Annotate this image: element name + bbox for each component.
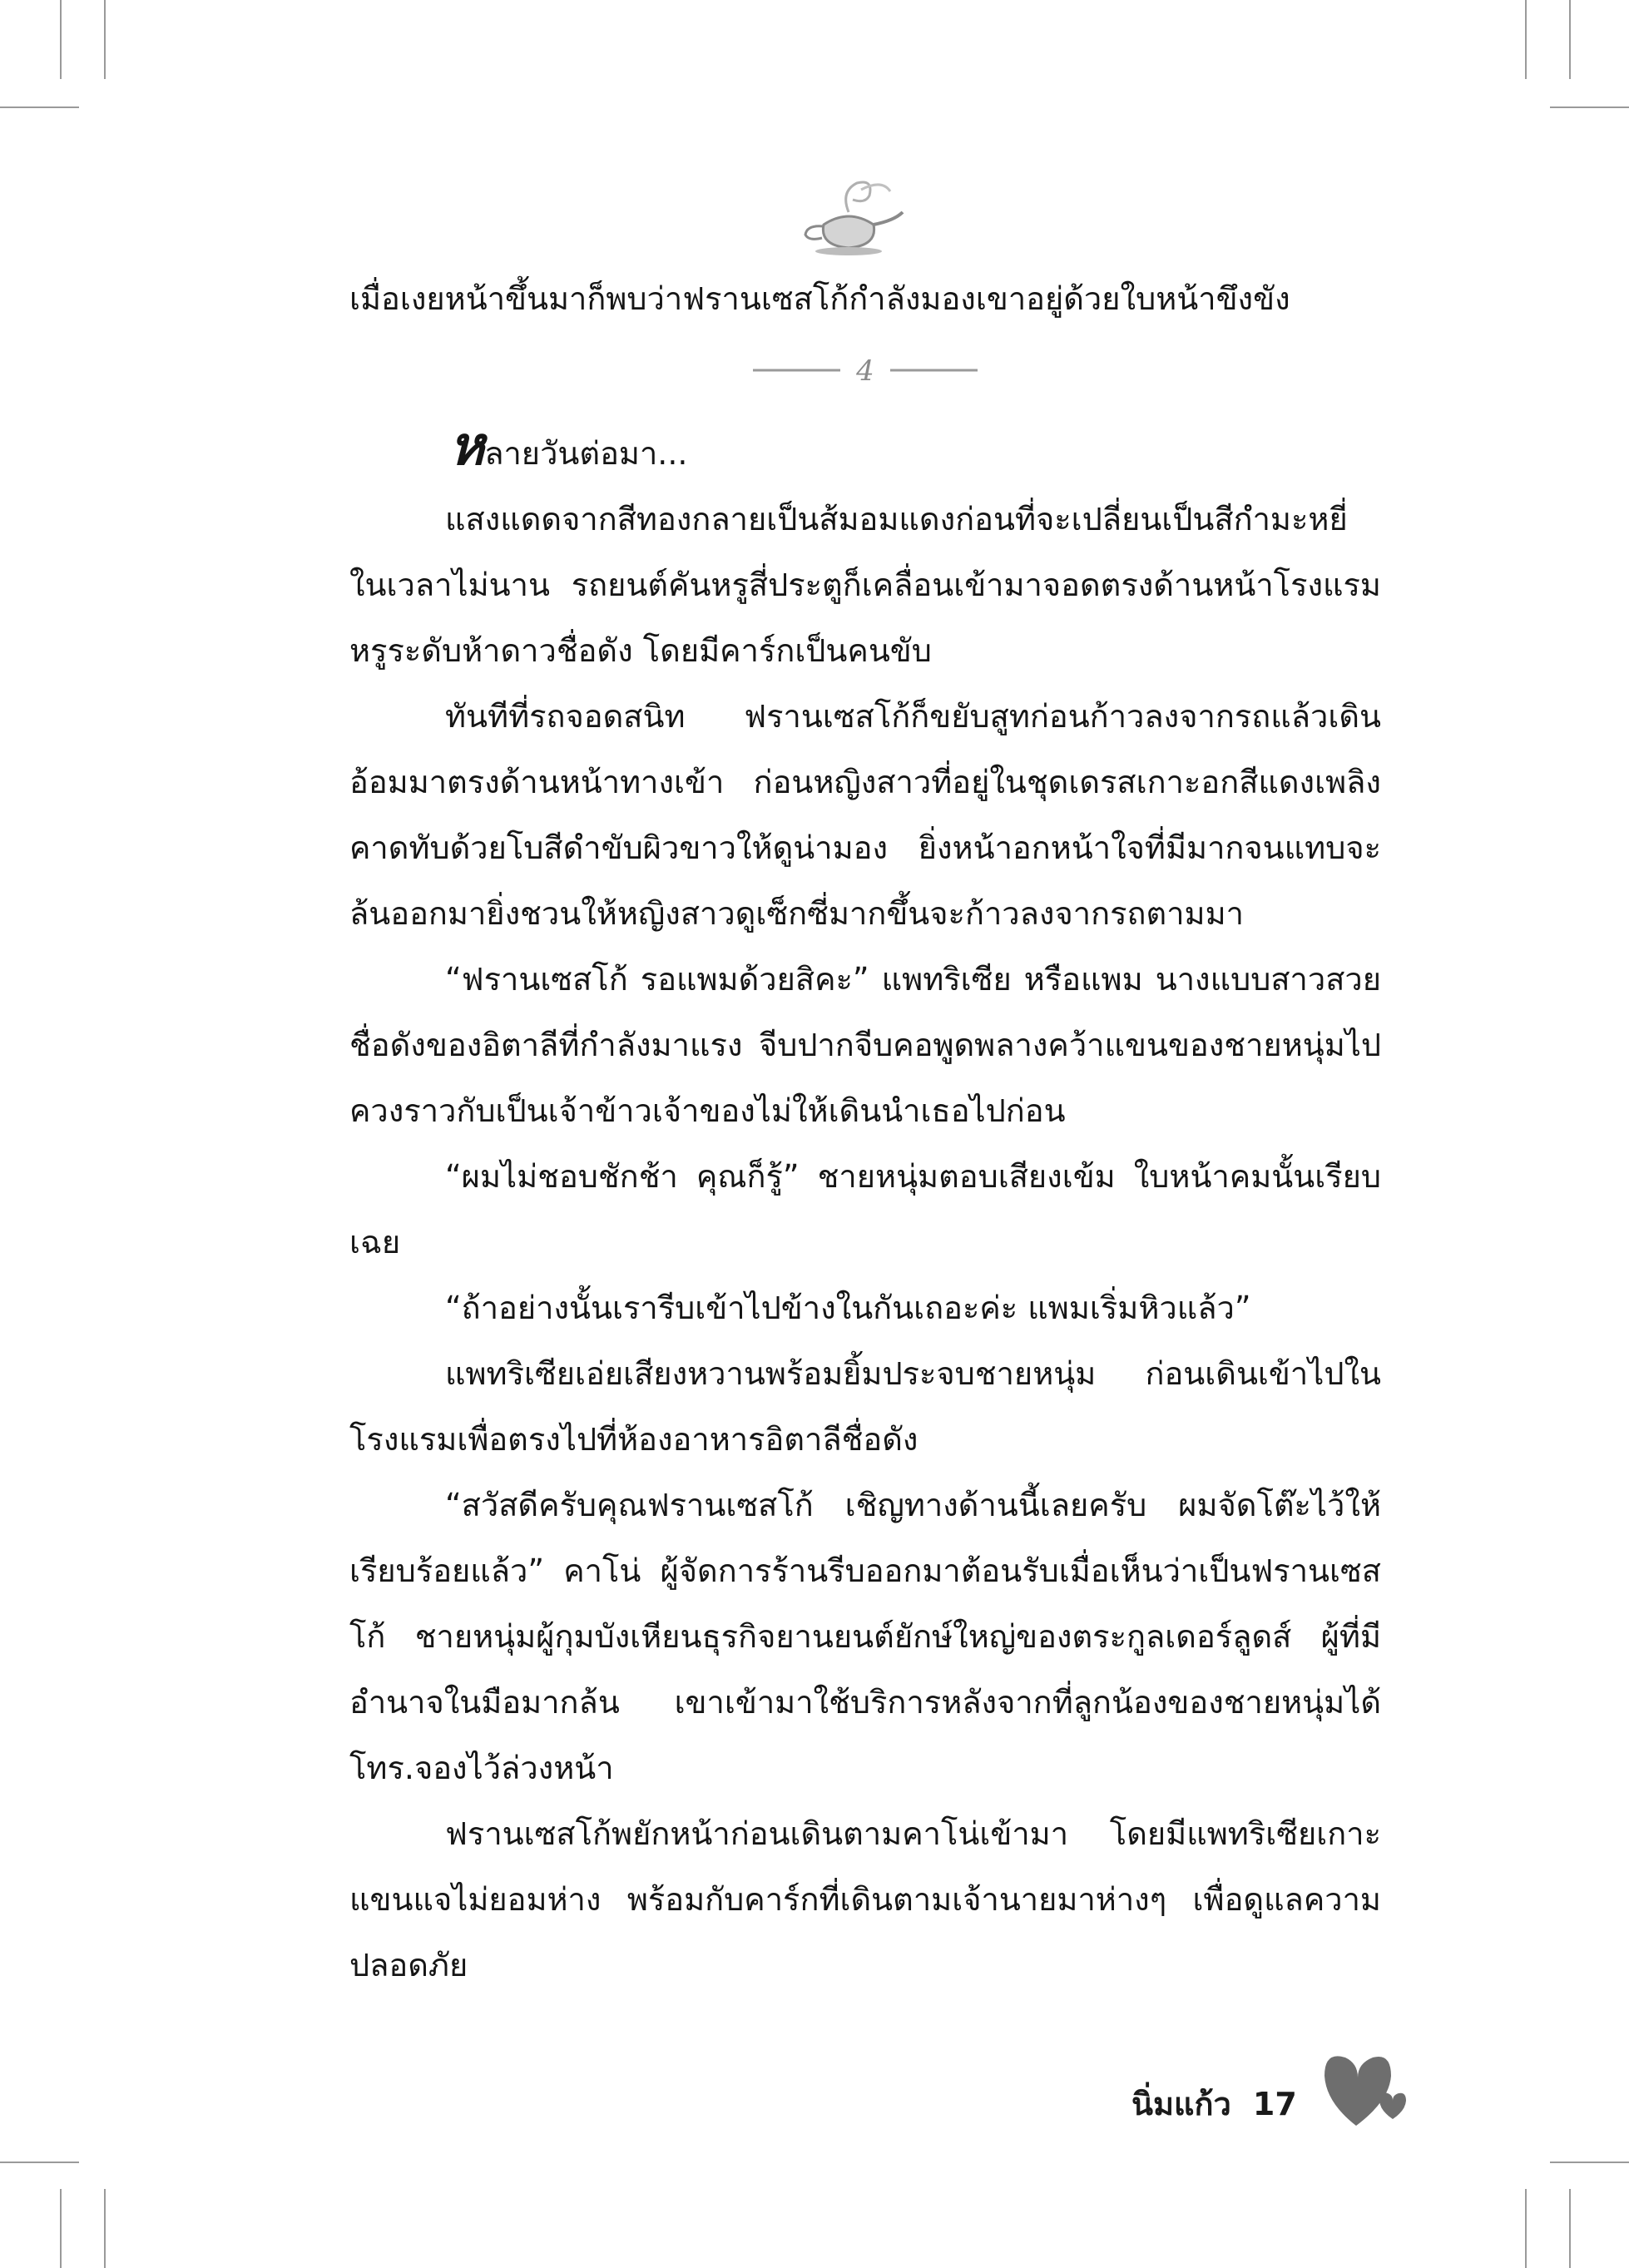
body-text [349, 266, 1381, 1998]
paragraph: ทันทีที่รถจอดสนิท ฟรานเซสโก้ก็ขยับสูทก่อนก้าวลงจากรถแล้วเดินอ้อมมาตรงด้านหน้าทางเข้า ก่อนหญิงสาวที่อยู่ในชุดเดรสเกาะอกสีแดงเพลิงคาดทับด้วยโบสีดำขับผิวขาวให้ดูน่ามอง ยิ่งหน้าอกหน้าใจที่มีมากจนแทบจะล้นออกมายิ่งชวนให้หญิงสาวดูเซ็กซี่มากขึ้นจะก้าวลงจากรถตามมา [349, 698, 1381, 932]
crop-mark [104, 2189, 106, 2268]
crop-mark [1550, 106, 1629, 108]
page-number: 17 [1252, 2085, 1297, 2122]
paragraph: “สวัสดีครับคุณฟรานเซสโก้ เชิญทางด้านนี้เลยครับ ผมจัดโต๊ะไว้ให้เรียบร้อยแล้ว” คาโน่ ผู้จัดการร้านรีบออกมาต้อนรับเมื่อเห็นว่าเป็นฟรานเซสโก้ ชายหนุ่มผู้กุมบังเหียนธุรกิจยานยนต์ยักษ์ใหญ่ของตระกูลเดอร์ลูดส์ ผู้ที่มีอำนาจในมือมากล้น เขาเข้ามาใช้บริการหลังจากที่ลูกน้องของชายหนุ่มได้โทร.จองไว้ล่วงหน้า [349, 1487, 1381, 1786]
paragraph: “ถ้าอย่างนั้นเรารีบเข้าไปข้างในกันเถอะค่ะ แพมเริ่มหิวแล้ว” [445, 1290, 1251, 1326]
crop-mark [1569, 0, 1571, 79]
paragraph: “ผมไม่ชอบชักช้า คุณก็รู้” ชายหนุ่มตอบเสียงเข้ม ใบหน้าคมนั้นเรียบเฉย [349, 1158, 1381, 1260]
opening-line: เมื่อเงยหน้าขึ้นมาก็พบว่าฟรานเซสโก้กำลังมองเขาอยู่ด้วยใบหน้าขึงขัง [349, 280, 1290, 317]
crop-mark [60, 0, 62, 79]
crop-mark [1550, 2162, 1629, 2163]
teapot-ornament-icon [782, 175, 915, 258]
chapter-start-text: ลายวันต่อมา... [484, 435, 688, 472]
footer-author: นิ่มแก้ว [1131, 2086, 1231, 2122]
crop-mark [1525, 2189, 1527, 2268]
paragraph: “ฟรานเซสโก้ รอแพมด้วยสิคะ” แพทริเซีย หรือแพม นางแบบสาวสวยชื่อดังของอิตาลีที่กำลังมาแรง จีบปากจีบคอพูดพลางคว้าแขนของชายหนุ่มไปควงราวกับเป็นเจ้าข้าวเจ้าของไม่ให้เดินนำเธอไปก่อน [349, 961, 1381, 1129]
crop-mark [1525, 0, 1527, 79]
dropcap: ห [449, 415, 485, 478]
crop-mark [0, 2162, 79, 2163]
paragraph: แพทริเซียเอ่ยเสียงหวานพร้อมยิ้มประจบชายหนุ่ม ก่อนเดินเข้าไปในโรงแรมเพื่อตรงไปที่ห้องอาหารอิตาลีชื่อดัง [349, 1355, 1381, 1458]
crop-mark [60, 2189, 62, 2268]
crop-mark [1569, 2189, 1571, 2268]
crop-mark [0, 106, 79, 108]
hearts-icon [1300, 2043, 1416, 2134]
crop-mark [104, 0, 106, 79]
chapter-start [349, 413, 1381, 487]
paragraph: ฟรานเซสโก้พยักหน้าก่อนเดินตามคาโน่เข้ามา โดยมีแพทริเซียเกาะแขนแจไม่ยอมห่าง พร้อมกับคาร์กที่เดินตามเจ้านายมาห่างๆ เพื่อดูแลความปลอดภัย [349, 1815, 1381, 1983]
paragraph: แสงแดดจากสีทองกลายเป็นส้มอมแดงก่อนที่จะเปลี่ยนเป็นสีกำมะหยี่ในเวลาไม่นาน รถยนต์คันหรูสี่ประตูก็เคลื่อนเข้ามาจอดตรงด้านหน้าโรงแรมหรูระดับห้าดาวชื่อดัง โดยมีคาร์กเป็นคนขับ [349, 501, 1381, 669]
divider-mark: 4 [856, 354, 874, 388]
